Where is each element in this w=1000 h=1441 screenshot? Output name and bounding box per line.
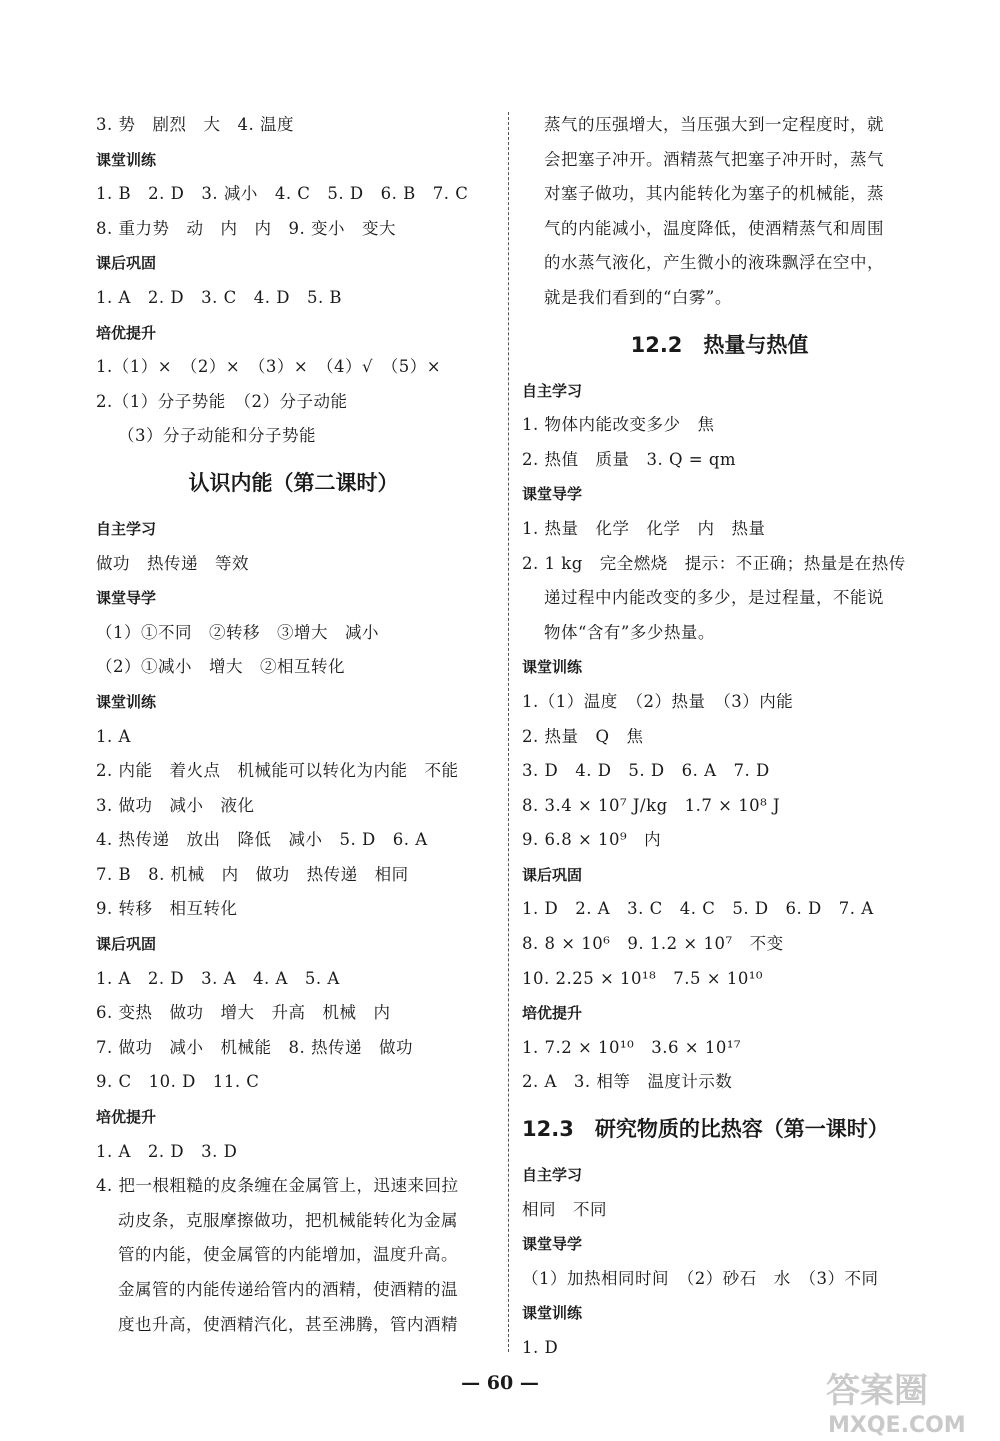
right-column bbox=[522, 108, 917, 1366]
answer-line: 3. D 4. D 5. D 6. A 7. D bbox=[522, 761, 770, 781]
watermark-chars: 答案圈 bbox=[826, 1371, 928, 1411]
answer-line: 1. B 2. D 3. 减小 4. C 5. D 6. B 7. C bbox=[96, 184, 469, 204]
answer-line: 1. A 2. D 3. D bbox=[96, 1141, 238, 1161]
answer-line: 1. A 2. D 3. A 4. A 5. A bbox=[96, 968, 340, 988]
answer-line: （3）分子动能和分子势能 bbox=[118, 426, 316, 446]
answer-line: 递过程中内能改变的多少，是过程量，不能说 bbox=[544, 588, 884, 608]
answer-line: 8. 3.4 × 10⁷ J/kg 1.7 × 10⁸ J bbox=[522, 795, 781, 815]
section-heading: 培优提升 bbox=[96, 1108, 157, 1127]
answer-line: 6. 变热 做功 增大 升高 机械 内 bbox=[96, 1003, 391, 1023]
answer-line: 2. 热量 Q 焦 bbox=[522, 726, 644, 746]
answer-line: 管的内能，使金属管的内能增加，温度升高。 bbox=[118, 1245, 458, 1265]
section-heading: 课后巩固 bbox=[96, 935, 157, 954]
answer-line: 金属管的内能传递给管内的酒精，使酒精的温 bbox=[118, 1280, 458, 1299]
left-column bbox=[96, 108, 491, 1342]
answer-line: 2. A 3. 相等 温度计示数 bbox=[522, 1072, 733, 1092]
answer-line: 3. 做功 减小 液化 bbox=[96, 795, 255, 815]
answer-line: 1.（1）温度 （2）热量 （3）内能 bbox=[522, 691, 794, 711]
lesson-title: 12.3 研究物质的比热容（第一课时） bbox=[522, 1117, 889, 1142]
section-heading: 课堂导学 bbox=[522, 1235, 583, 1254]
section-heading: 课堂训练 bbox=[522, 658, 583, 677]
answer-line: 对塞子做功，其内能转化为塞子的机械能，蒸 bbox=[544, 184, 884, 204]
section-heading: 自主学习 bbox=[522, 381, 583, 400]
section-heading: 自主学习 bbox=[96, 519, 157, 538]
answer-line: 相同 不同 bbox=[522, 1199, 607, 1219]
section-heading: 培优提升 bbox=[96, 323, 157, 342]
answer-line: 会把塞子冲开。酒精蒸气把塞子冲开时，蒸气 bbox=[544, 149, 884, 169]
answer-line: 1. D bbox=[522, 1338, 559, 1357]
lesson-title: 12.2 热量与热值 bbox=[630, 332, 809, 357]
answer-line: 1. A 2. D 3. C 4. D 5. B bbox=[96, 287, 343, 307]
answer-line: （1）加热相同时间 （2）砂石 水 （3）不同 bbox=[522, 1268, 879, 1288]
answer-line: 动皮条，克服摩擦做功，把机械能转化为金属 bbox=[118, 1210, 458, 1230]
lesson-title: 认识内能（第二课时） bbox=[188, 470, 399, 495]
answer-line: 就是我们看到的“白雾”。 bbox=[544, 287, 732, 307]
answer-line: 做功 热传递 等效 bbox=[96, 553, 249, 573]
answer-line: 9. 转移 相互转化 bbox=[96, 899, 238, 919]
answer-line: 2. 内能 着火点 机械能可以转化为内能 不能 bbox=[96, 761, 459, 781]
answer-line: 9. 6.8 × 10⁹ 内 bbox=[522, 830, 662, 850]
answer-line: 4. 热传递 放出 降低 减小 5. D 6. A bbox=[96, 830, 428, 850]
answer-line: 蒸气的压强增大，当压强大到一定程度时，就 bbox=[544, 115, 884, 134]
page-number: — 60 — bbox=[461, 1372, 539, 1394]
section-heading: 培优提升 bbox=[522, 1004, 583, 1023]
answer-line: 9. C 10. D 11. C bbox=[96, 1072, 260, 1092]
answer-line: 的水蒸气液化，产生微小的液珠飘浮在空中， bbox=[544, 253, 884, 273]
section-heading: 课堂导学 bbox=[96, 589, 157, 608]
answer-line: 1. 热量 化学 化学 内 热量 bbox=[522, 518, 766, 538]
answer-line: 7. B 8. 机械 内 做功 热传递 相同 bbox=[96, 864, 409, 884]
answer-line: 1. 7.2 × 10¹⁰ 3.6 × 10¹⁷ bbox=[522, 1037, 742, 1057]
answer-line: 物体“含有”多少热量。 bbox=[544, 622, 715, 642]
answer-line: 10. 2.25 × 10¹⁸ 7.5 × 10¹⁰ bbox=[522, 968, 764, 988]
answer-line: 2. 热值 质量 3. Q = qm bbox=[522, 449, 737, 469]
answer-line: 2. 1 kg 完全燃烧 提示：不正确；热量是在热传 bbox=[522, 553, 906, 573]
answer-line: （2）①减小 增大 ②相互转化 bbox=[96, 657, 345, 677]
answer-line: 2.（1）分子势能 （2）分子动能 bbox=[96, 391, 348, 411]
section-heading: 课后巩固 bbox=[96, 254, 157, 273]
section-heading: 课堂训练 bbox=[522, 1304, 583, 1323]
section-heading: 课堂训练 bbox=[96, 692, 157, 711]
answer-line: 气的内能减小，温度降低，使酒精蒸气和周围 bbox=[544, 218, 884, 238]
answer-line: （1）①不同 ②转移 ③增大 减小 bbox=[96, 622, 379, 642]
answer-line: 3. 势 剧烈 大 4. 温度 bbox=[96, 115, 294, 134]
answer-line: 1. D 2. A 3. C 4. C 5. D 6. D 7. A bbox=[522, 899, 874, 919]
section-heading: 课后巩固 bbox=[522, 865, 583, 884]
answer-line: 8. 8 × 10⁶ 9. 1.2 × 10⁷ 不变 bbox=[522, 934, 784, 954]
answer-line: 1. A bbox=[96, 726, 131, 746]
answer-line: 4. 把一根粗糙的皮条缠在金属管上，迅速来回拉 bbox=[96, 1176, 459, 1196]
answer-line: 度也升高，使酒精汽化，甚至沸腾，管内酒精 bbox=[118, 1314, 458, 1334]
answer-line: 1. 物体内能改变多少 焦 bbox=[522, 415, 715, 435]
answer-line: 1.（1）× （2）× （3）× （4）√ （5）× bbox=[96, 357, 442, 377]
section-heading: 课堂训练 bbox=[96, 150, 157, 169]
answer-line: 8. 重力势 动 内 内 9. 变小 变大 bbox=[96, 218, 396, 238]
answer-line: 7. 做功 减小 机械能 8. 热传递 做功 bbox=[96, 1037, 413, 1057]
watermark-domain: MXQE.COM bbox=[828, 1413, 966, 1438]
section-heading: 课堂导学 bbox=[522, 485, 583, 504]
watermark-logo bbox=[806, 1362, 996, 1438]
section-heading: 自主学习 bbox=[522, 1166, 583, 1185]
column-divider bbox=[508, 112, 509, 1352]
